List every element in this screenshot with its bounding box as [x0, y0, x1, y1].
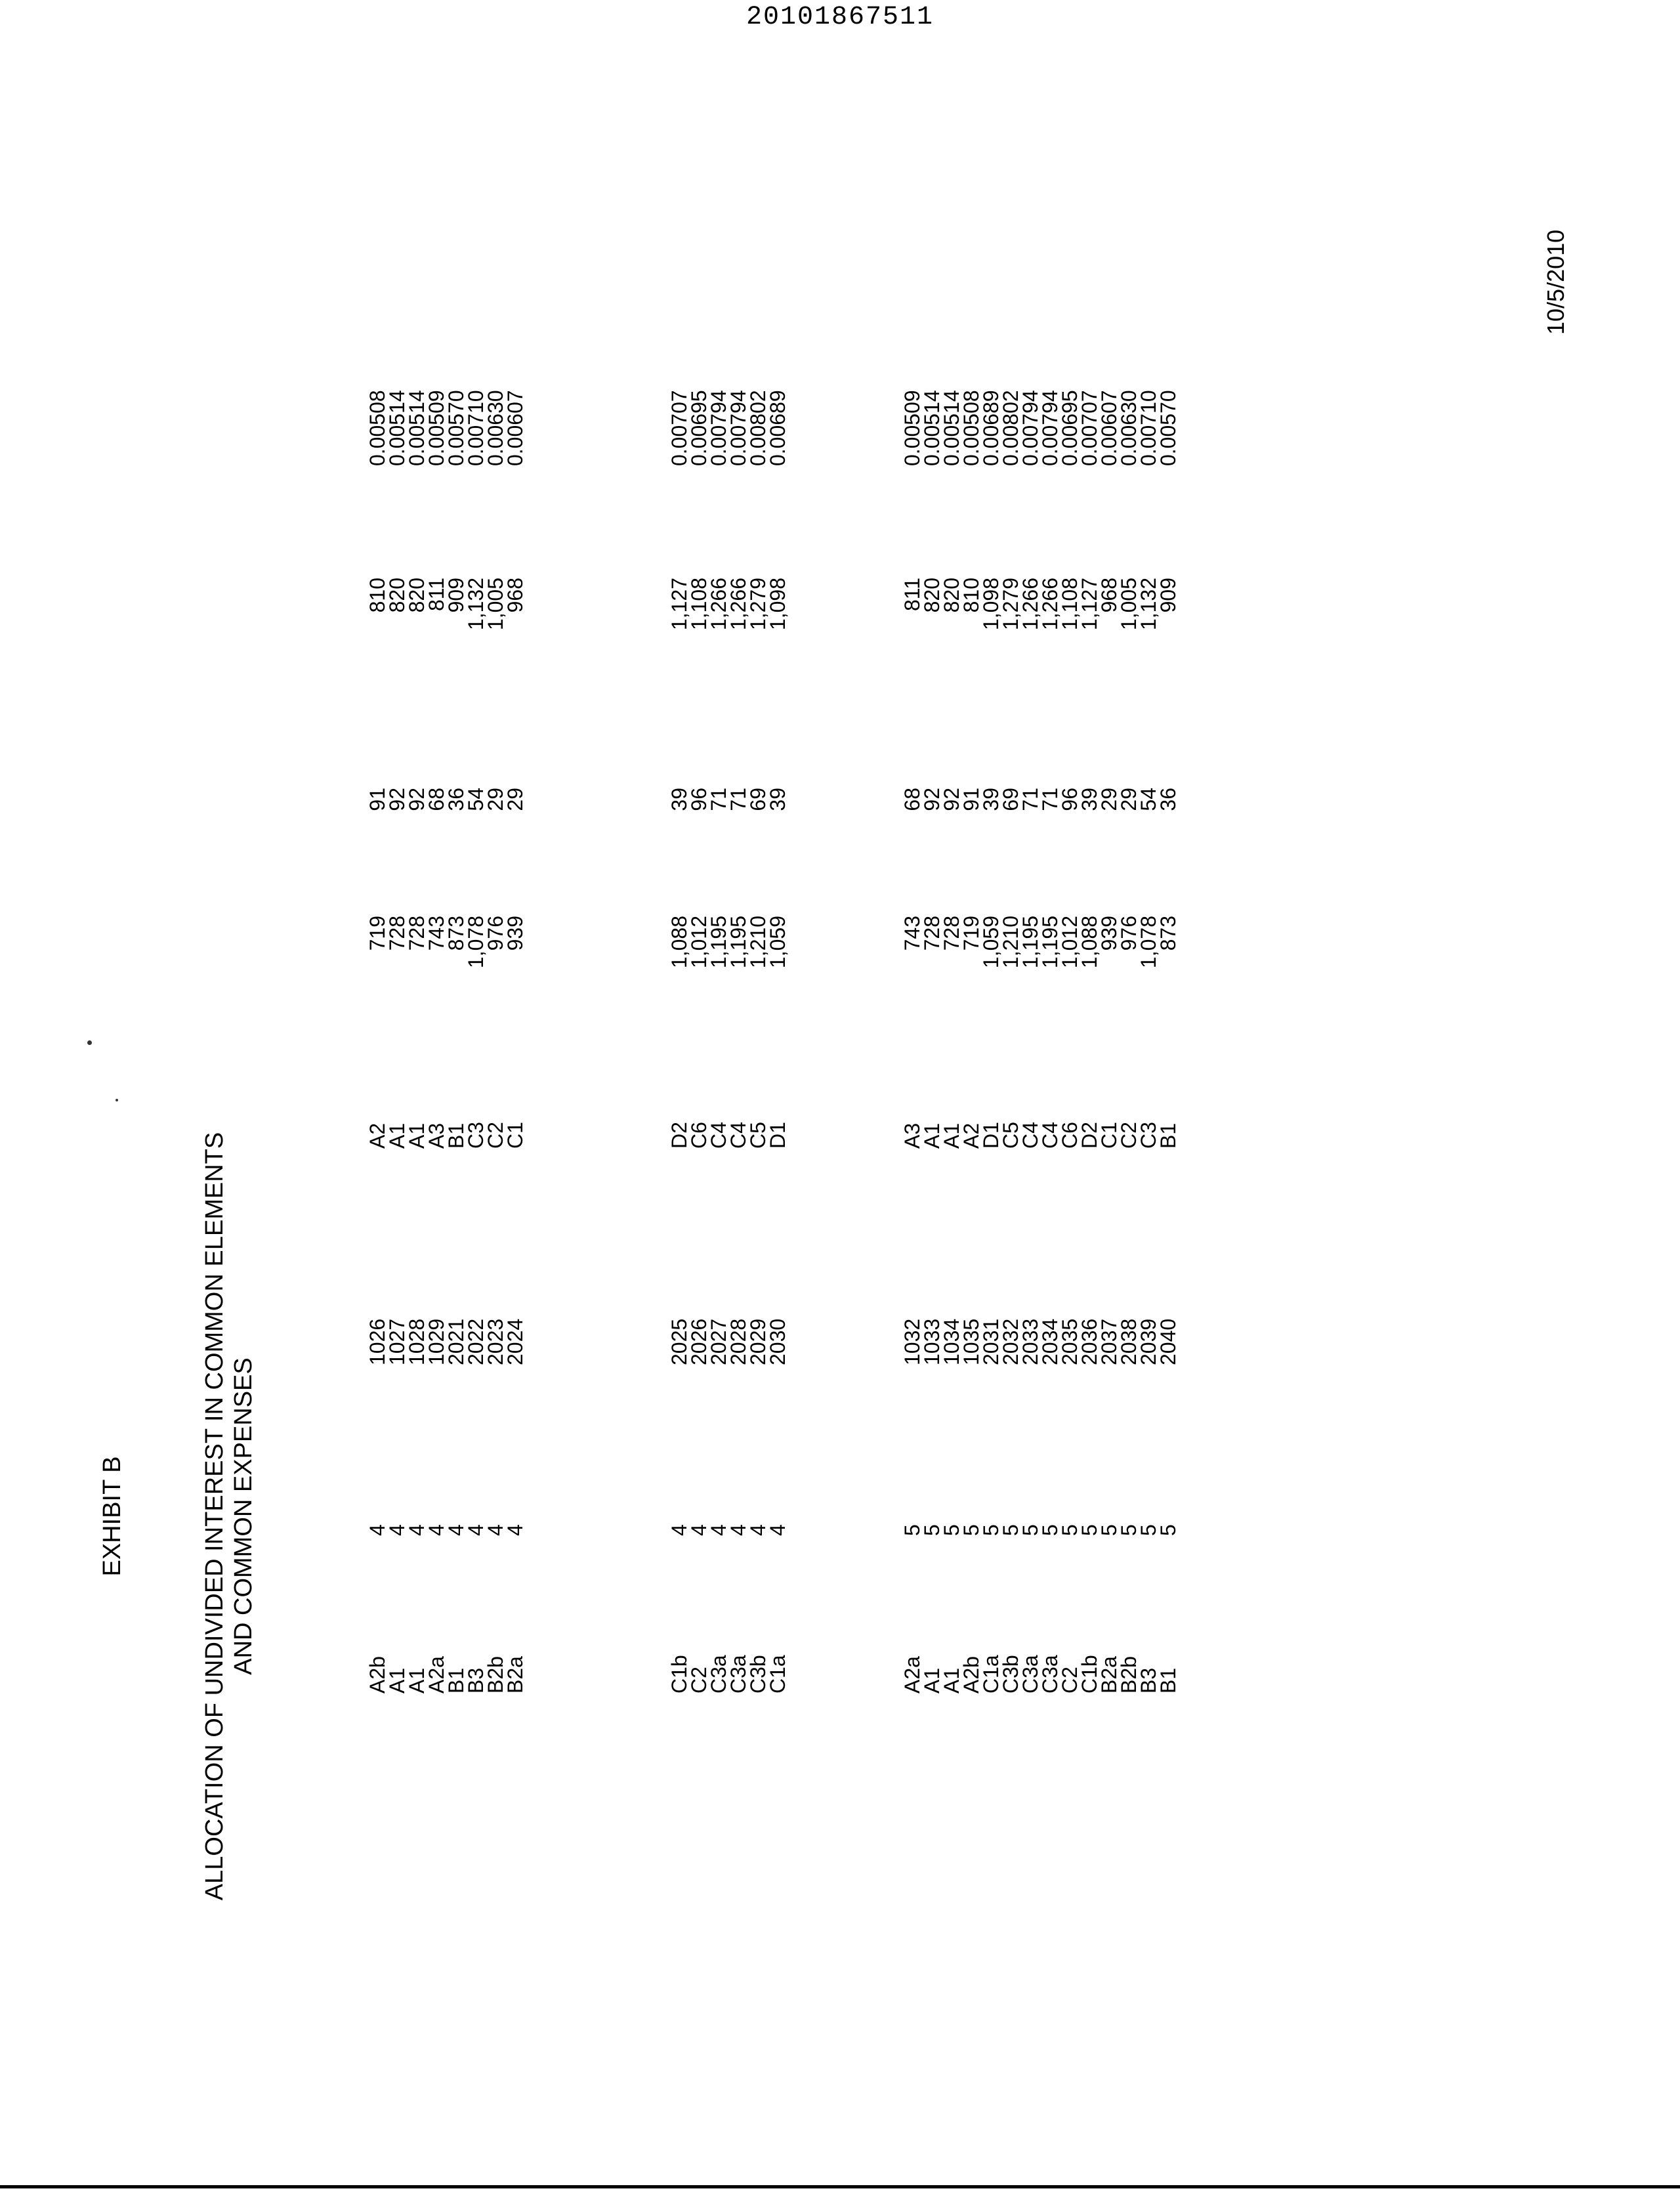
interior-area-cell: 873	[444, 916, 468, 951]
table-row	[1058, 390, 1082, 1904]
exterior-area-cell: 39	[1078, 788, 1101, 811]
unit-number-cell: 2033	[1018, 1318, 1042, 1365]
unit-number-cell: 2037	[1097, 1318, 1121, 1365]
exterior-area-cell: 36	[444, 788, 468, 811]
unit-number-cell: 1026	[366, 1318, 389, 1365]
table-row	[503, 390, 527, 1904]
exterior-area-cell: 36	[1156, 788, 1180, 811]
unit-number-cell: 1028	[405, 1318, 429, 1365]
interior-area-cell: 1,210	[999, 916, 1022, 969]
total-area-cell: 1,127	[667, 578, 691, 631]
floor-cell: 4	[687, 1524, 711, 1536]
table-row	[1097, 390, 1121, 1904]
plan-type-cell: C5	[746, 1122, 770, 1149]
interior-area-cell: 1,195	[726, 916, 750, 969]
plan-type-cell: C2	[484, 1122, 507, 1149]
unit-type-cell: A2a	[425, 1656, 448, 1694]
total-area-cell: 820	[385, 578, 409, 613]
unit-number-cell: 2026	[687, 1318, 711, 1365]
total-area-cell: 820	[405, 578, 429, 613]
table-row	[1038, 390, 1062, 1904]
unit-number-cell: 1032	[900, 1318, 924, 1365]
total-area-cell: 810	[366, 578, 389, 613]
plan-type-cell: C2	[1117, 1122, 1141, 1149]
unit-type-cell: B2a	[1097, 1656, 1121, 1694]
total-area-cell: 1,108	[1058, 578, 1082, 631]
document-number: 20101867511	[746, 3, 934, 32]
unit-type-cell: B3	[464, 1667, 488, 1694]
total-area-cell: 811	[900, 578, 924, 612]
table-row	[425, 390, 448, 1904]
percentage-cell: 0.00570	[1156, 390, 1180, 466]
unit-number-cell: 2023	[484, 1318, 507, 1365]
table-row	[1018, 390, 1042, 1904]
floor-cell: 5	[1156, 1524, 1180, 1536]
total-area-cell: 968	[503, 578, 527, 613]
interior-area-cell: 976	[1117, 916, 1141, 951]
print-date: 10/5/2010	[1542, 229, 1569, 335]
table-row	[1078, 390, 1101, 1904]
floor-cell: 5	[940, 1524, 963, 1536]
percentage-cell: 0.00630	[484, 390, 507, 466]
interior-area-cell: 719	[959, 916, 983, 951]
unit-type-cell: B1	[1156, 1667, 1180, 1694]
table-row	[766, 390, 789, 1904]
plan-type-cell: C4	[707, 1122, 730, 1149]
plan-type-cell: C4	[1018, 1122, 1042, 1149]
table-row	[366, 390, 389, 1904]
floor-cell: 5	[1078, 1524, 1101, 1536]
table-row	[444, 390, 468, 1904]
table-row	[385, 390, 409, 1904]
plan-type-cell: A3	[425, 1122, 448, 1149]
percentage-cell: 0.00514	[385, 390, 409, 466]
unit-type-cell: B3	[1137, 1667, 1160, 1694]
total-area-cell: 810	[959, 578, 983, 613]
table-row	[484, 390, 507, 1904]
exterior-area-cell: 54	[464, 788, 488, 811]
table-row	[940, 390, 963, 1904]
exterior-area-cell: 92	[920, 788, 944, 811]
scan-speck	[116, 1099, 118, 1101]
unit-number-cell: 2040	[1156, 1318, 1180, 1365]
unit-type-cell: C2	[1058, 1667, 1082, 1694]
plan-type-cell: B1	[1156, 1122, 1180, 1149]
floor-cell: 5	[1018, 1524, 1042, 1536]
unit-number-cell: 2028	[726, 1318, 750, 1365]
table-row	[464, 390, 488, 1904]
percentage-cell: 0.00707	[667, 390, 691, 466]
exterior-area-cell: 29	[484, 788, 507, 811]
floor-cell: 4	[366, 1524, 389, 1536]
floor-cell: 4	[405, 1524, 429, 1536]
plan-type-cell: C4	[1038, 1122, 1062, 1149]
exterior-area-cell: 92	[940, 788, 963, 811]
plan-type-cell: B1	[444, 1122, 468, 1149]
percentage-cell: 0.00514	[920, 390, 944, 466]
percentage-cell: 0.00508	[366, 390, 389, 466]
interior-area-cell: 1,088	[667, 916, 691, 969]
percentage-cell: 0.00710	[464, 390, 488, 466]
floor-cell: 4	[667, 1524, 691, 1536]
exterior-area-cell: 96	[687, 788, 711, 811]
interior-area-cell: 728	[920, 916, 944, 951]
exterior-area-cell: 54	[1137, 788, 1160, 811]
percentage-cell: 0.00509	[900, 390, 924, 466]
exterior-area-cell: 69	[746, 788, 770, 811]
interior-area-cell: 976	[484, 916, 507, 951]
total-area-cell: 1,005	[1117, 578, 1141, 631]
total-area-cell: 1,279	[999, 578, 1022, 631]
plan-type-cell: A1	[385, 1122, 409, 1149]
unit-number-cell: 1035	[959, 1318, 983, 1365]
unit-type-cell: A1	[385, 1667, 409, 1694]
floor-cell: 5	[1097, 1524, 1121, 1536]
table-row	[1156, 390, 1180, 1904]
plan-type-cell: D1	[766, 1122, 789, 1149]
interior-area-cell: 1,210	[746, 916, 770, 969]
unit-type-cell: B1	[444, 1667, 468, 1694]
total-area-cell: 1,132	[464, 578, 488, 631]
total-area-cell: 968	[1097, 578, 1121, 613]
floor-cell: 5	[959, 1524, 983, 1536]
exterior-area-cell: 39	[766, 788, 789, 811]
interior-area-cell: 743	[900, 916, 924, 951]
table-row	[405, 390, 429, 1904]
percentage-cell: 0.00802	[999, 390, 1022, 466]
allocation-title	[200, 1129, 258, 1904]
plan-type-cell: C6	[687, 1122, 711, 1149]
interior-area-cell: 939	[1097, 916, 1121, 951]
plan-type-cell: A3	[900, 1122, 924, 1149]
page-bottom-rule	[0, 2185, 1680, 2188]
unit-group-floor-4-b	[667, 390, 789, 1904]
interior-area-cell: 1,059	[979, 916, 1003, 969]
percentage-cell: 0.00695	[1058, 390, 1082, 466]
unit-type-cell: C3a	[707, 1655, 730, 1694]
interior-area-cell: 1,012	[687, 916, 711, 969]
unit-type-cell: C1b	[1078, 1655, 1101, 1694]
unit-group-floor-5	[900, 390, 1180, 1904]
title-line-1: ALLOCATION OF UNDIVIDED INTEREST IN COMMON ELEMENTS	[201, 1132, 228, 1901]
plan-type-cell: C4	[726, 1122, 750, 1149]
unit-number-cell: 2027	[707, 1318, 730, 1365]
interior-area-cell: 1,195	[707, 916, 730, 969]
percentage-cell: 0.00570	[444, 390, 468, 466]
table-row	[900, 390, 924, 1904]
percentage-cell: 0.00607	[503, 390, 527, 466]
plan-type-cell: C3	[464, 1122, 488, 1149]
total-area-cell: 1,266	[726, 578, 750, 631]
unit-number-cell: 2029	[746, 1318, 770, 1365]
total-area-cell: 1,127	[1078, 578, 1101, 631]
table-row	[746, 390, 770, 1904]
table-row	[959, 390, 983, 1904]
exterior-area-cell: 29	[1097, 788, 1121, 811]
floor-cell: 4	[444, 1524, 468, 1536]
exterior-area-cell: 39	[979, 788, 1003, 811]
interior-area-cell: 719	[366, 916, 389, 951]
total-area-cell: 1,132	[1137, 578, 1160, 631]
unit-number-cell: 2034	[1038, 1318, 1062, 1365]
percentage-cell: 0.00707	[1078, 390, 1101, 466]
total-area-cell: 820	[940, 578, 963, 613]
unit-number-cell: 2021	[444, 1318, 468, 1365]
total-area-cell: 1,266	[707, 578, 730, 631]
exterior-area-cell: 68	[900, 788, 924, 811]
exterior-area-cell: 96	[1058, 788, 1082, 811]
table-row	[1137, 390, 1160, 1904]
unit-type-cell: C3a	[1018, 1655, 1042, 1694]
floor-cell: 5	[1058, 1524, 1082, 1536]
percentage-cell: 0.00794	[1018, 390, 1042, 466]
floor-cell: 4	[484, 1524, 507, 1536]
unit-type-cell: A2b	[366, 1656, 389, 1694]
title-line-2: AND COMMON EXPENSES	[230, 1357, 257, 1675]
unit-number-cell: 2036	[1078, 1318, 1101, 1365]
interior-area-cell: 743	[425, 916, 448, 951]
percentage-cell: 0.00508	[959, 390, 983, 466]
total-area-cell: 811	[425, 578, 448, 612]
interior-area-cell: 728	[385, 916, 409, 951]
unit-number-cell: 1033	[920, 1318, 944, 1365]
total-area-cell: 909	[444, 578, 468, 613]
plan-type-cell: D2	[667, 1122, 691, 1149]
floor-cell: 5	[920, 1524, 944, 1536]
unit-type-cell: A1	[940, 1667, 963, 1694]
floor-cell: 5	[1038, 1524, 1062, 1536]
total-area-cell: 909	[1156, 578, 1180, 613]
floor-cell: 4	[746, 1524, 770, 1536]
unit-type-cell: C3b	[746, 1655, 770, 1694]
unit-type-cell: C2	[687, 1667, 711, 1694]
floor-cell: 5	[999, 1524, 1022, 1536]
interior-area-cell: 1,078	[1137, 916, 1160, 969]
percentage-cell: 0.00802	[746, 390, 770, 466]
unit-type-cell: C3a	[726, 1655, 750, 1694]
percentage-cell: 0.00794	[726, 390, 750, 466]
unit-type-cell: A1	[920, 1667, 944, 1694]
exterior-area-cell: 71	[726, 788, 750, 811]
unit-type-cell: A2a	[900, 1656, 924, 1694]
interior-area-cell: 873	[1156, 916, 1180, 951]
unit-type-cell: C1b	[667, 1655, 691, 1694]
table-row	[1117, 390, 1141, 1904]
unit-number-cell: 2030	[766, 1318, 789, 1365]
exterior-area-cell: 29	[1117, 788, 1141, 811]
plan-type-cell: A1	[940, 1122, 963, 1149]
plan-type-cell: C1	[503, 1122, 527, 1149]
exterior-area-cell: 71	[1018, 788, 1042, 811]
percentage-cell: 0.00689	[979, 390, 1003, 466]
floor-cell: 4	[385, 1524, 409, 1536]
table-row	[687, 390, 711, 1904]
exhibit-label: EXHIBIT B	[98, 1456, 126, 1577]
floor-cell: 4	[503, 1524, 527, 1536]
exterior-area-cell: 91	[959, 788, 983, 811]
percentage-cell: 0.00710	[1137, 390, 1160, 466]
percentage-cell: 0.00794	[1038, 390, 1062, 466]
total-area-cell: 1,279	[746, 578, 770, 631]
exterior-area-cell: 69	[999, 788, 1022, 811]
plan-type-cell: C6	[1058, 1122, 1082, 1149]
plan-type-cell: C1	[1097, 1122, 1121, 1149]
unit-number-cell: 1034	[940, 1318, 963, 1365]
unit-type-cell: C3b	[999, 1655, 1022, 1694]
unit-type-cell: A1	[405, 1667, 429, 1694]
percentage-cell: 0.00514	[940, 390, 963, 466]
exterior-area-cell: 68	[425, 788, 448, 811]
unit-number-cell: 2022	[464, 1318, 488, 1365]
unit-number-cell: 2032	[999, 1318, 1022, 1365]
floor-cell: 4	[726, 1524, 750, 1536]
unit-number-cell: 2039	[1137, 1318, 1160, 1365]
plan-type-cell: C5	[999, 1122, 1022, 1149]
unit-number-cell: 2035	[1058, 1318, 1082, 1365]
percentage-cell: 0.00689	[766, 390, 789, 466]
total-area-cell: 1,005	[484, 578, 507, 631]
exterior-area-cell: 39	[667, 788, 691, 811]
plan-type-cell: D1	[979, 1122, 1003, 1149]
table-row	[979, 390, 1003, 1904]
percentage-cell: 0.00794	[707, 390, 730, 466]
exterior-area-cell: 92	[385, 788, 409, 811]
exterior-area-cell: 71	[707, 788, 730, 811]
exterior-area-cell: 71	[1038, 788, 1062, 811]
interior-area-cell: 1,088	[1078, 916, 1101, 969]
unit-number-cell: 1027	[385, 1318, 409, 1365]
interior-area-cell: 1,059	[766, 916, 789, 969]
percentage-cell: 0.00607	[1097, 390, 1121, 466]
exterior-area-cell: 91	[366, 788, 389, 811]
unit-type-cell: A2b	[959, 1656, 983, 1694]
interior-area-cell: 1,078	[464, 916, 488, 969]
percentage-cell: 0.00695	[687, 390, 711, 466]
total-area-cell: 1,108	[687, 578, 711, 631]
unit-number-cell: 2024	[503, 1318, 527, 1365]
rotated-exhibit-page	[79, 53, 1569, 1904]
total-area-cell: 1,266	[1018, 578, 1042, 631]
interior-area-cell: 1,195	[1038, 916, 1062, 969]
plan-type-cell: A2	[959, 1122, 983, 1149]
table-row	[999, 390, 1022, 1904]
unit-number-cell: 2038	[1117, 1318, 1141, 1365]
total-area-cell: 820	[920, 578, 944, 613]
exterior-area-cell: 92	[405, 788, 429, 811]
scan-speck	[87, 1040, 92, 1045]
total-area-cell: 1,266	[1038, 578, 1062, 631]
plan-type-cell: A2	[366, 1122, 389, 1149]
interior-area-cell: 728	[940, 916, 963, 951]
plan-type-cell: D2	[1078, 1122, 1101, 1149]
percentage-cell: 0.00514	[405, 390, 429, 466]
floor-cell: 5	[1137, 1524, 1160, 1536]
unit-type-cell: C1a	[766, 1655, 789, 1694]
floor-cell: 5	[900, 1524, 924, 1536]
unit-number-cell: 2025	[667, 1318, 691, 1365]
floor-cell: 4	[707, 1524, 730, 1536]
unit-type-cell: C3a	[1038, 1655, 1062, 1694]
interior-area-cell: 728	[405, 916, 429, 951]
floor-cell: 5	[979, 1524, 1003, 1536]
unit-number-cell: 1029	[425, 1318, 448, 1365]
interior-area-cell: 1,012	[1058, 916, 1082, 969]
floor-cell: 4	[766, 1524, 789, 1536]
table-row	[920, 390, 944, 1904]
unit-type-cell: B2b	[1117, 1656, 1141, 1694]
percentage-cell: 0.00509	[425, 390, 448, 466]
table-row	[667, 390, 691, 1904]
exterior-area-cell: 29	[503, 788, 527, 811]
plan-type-cell: A1	[405, 1122, 429, 1149]
table-row	[707, 390, 730, 1904]
interior-area-cell: 939	[503, 916, 527, 951]
floor-cell: 4	[464, 1524, 488, 1536]
total-area-cell: 1,098	[979, 578, 1003, 631]
plan-type-cell: C3	[1137, 1122, 1160, 1149]
unit-group-floor-4-a	[366, 390, 527, 1904]
total-area-cell: 1,098	[766, 578, 789, 631]
floor-cell: 4	[425, 1524, 448, 1536]
plan-type-cell: A1	[920, 1122, 944, 1149]
floor-cell: 5	[1117, 1524, 1141, 1536]
percentage-cell: 0.00630	[1117, 390, 1141, 466]
interior-area-cell: 1,195	[1018, 916, 1042, 969]
table-row	[726, 390, 750, 1904]
unit-type-cell: B2a	[503, 1656, 527, 1694]
unit-type-cell: B2b	[484, 1656, 507, 1694]
unit-type-cell: C1a	[979, 1655, 1003, 1694]
unit-number-cell: 2031	[979, 1318, 1003, 1365]
